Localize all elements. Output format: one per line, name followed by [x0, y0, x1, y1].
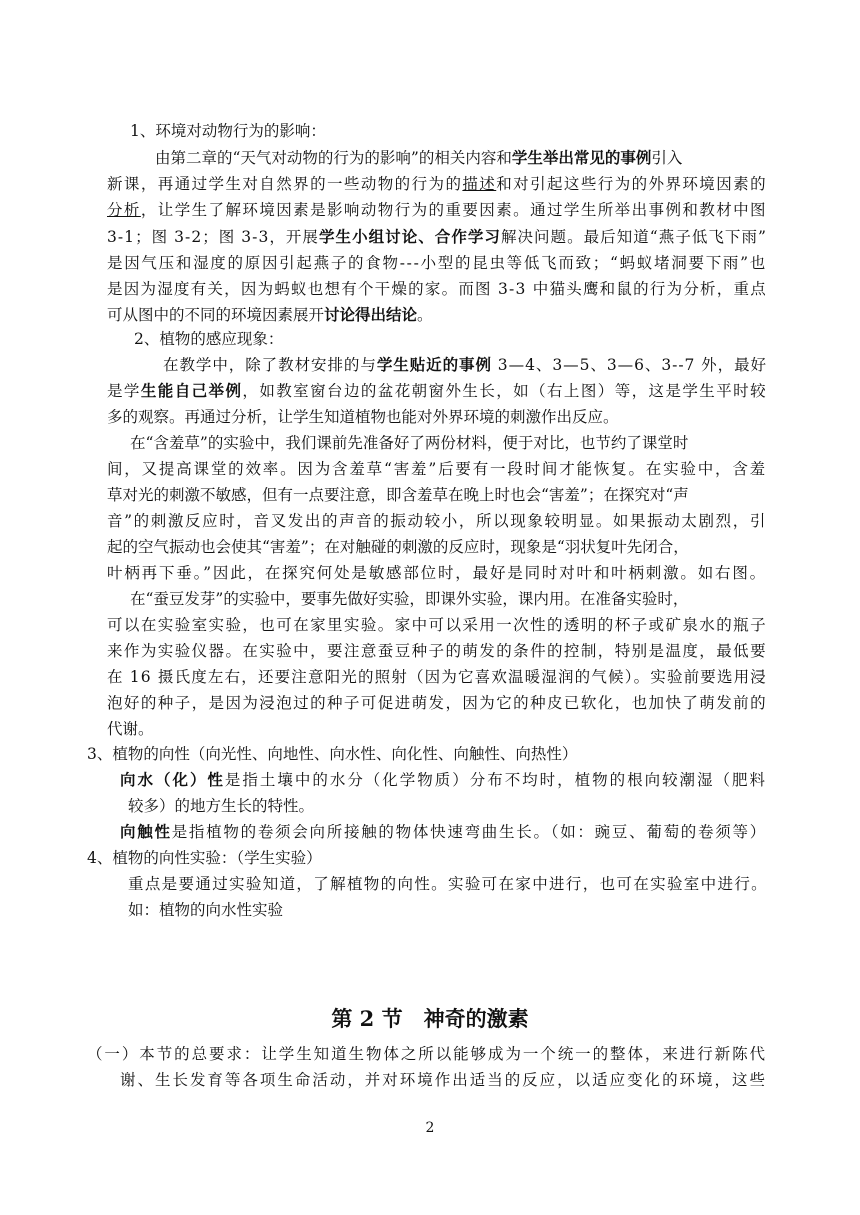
- text-run: 如：植物的向水性实验: [128, 901, 284, 919]
- text-run: 3-1；图 3-2；图 3-3，开展: [107, 228, 319, 246]
- text-line: [107, 639, 767, 663]
- text-run: 在“蚕豆发芽”的实验中，要事先做好实验，即课外实验，课内用。在准备实验时，: [130, 590, 689, 608]
- text-line: [130, 119, 326, 143]
- text-run: 和对引起这些行为的外界环境因素的: [496, 175, 767, 193]
- text-run: 3、植物的向性（向光性、向地性、向水性、向化性、向触性、向热性）: [87, 745, 578, 763]
- text-run: 引入: [651, 149, 683, 167]
- text-line: [128, 872, 768, 896]
- text-run: 泡好的种子，是因为浸泡过的种子可促进萌发，因为它的种皮已软化，也加快了萌发前的: [107, 694, 767, 712]
- text-line: [120, 820, 767, 844]
- text-line: [107, 457, 767, 481]
- text-run: 较多）的地方生长的特性。: [128, 797, 315, 815]
- text-line: [107, 303, 433, 327]
- text-run: 是指土壤中的水分（化学物质）分布不均时，植物的根向较潮湿（肥料: [224, 771, 767, 789]
- bold-phrase: 向水（化）性: [120, 770, 225, 789]
- bold-phrase: 学生举出常见的事例: [511, 148, 652, 167]
- text-run: 草对光的刺激不敏感，但有一点要注意，即含羞草在晚上时也会“害羞”；在探究对“声: [107, 486, 689, 504]
- text-run: 在“含羞草”的实验中，我们课前先准备好了两份材料，便于对比，也节约了课堂时: [130, 434, 689, 452]
- bold-phrase: 学生小组讨论、合作学习: [318, 227, 501, 246]
- text-line: [128, 898, 283, 922]
- text-line: [107, 483, 689, 507]
- text-line: [87, 846, 322, 870]
- text-run: 可从图中的不同的环境因素展开: [107, 306, 325, 324]
- text-run: 在 16 摄氏度左右，还要注意阳光的照射（因为它喜欢温暖湿润的气候）。实验前要选用浸: [107, 668, 767, 686]
- text-line: [134, 327, 283, 351]
- text-run: 谢、生长发育等各项生命活动，并对环境作出适当的反应，以适应变化的环境，这些: [120, 1071, 767, 1089]
- text-run: 重点是要通过实验知道，了解植物的向性。实验可在家中进行，也可在实验室中进行。: [128, 875, 768, 893]
- text-run: 新课，再通过学生对自然界的一些动物的行为的: [107, 175, 463, 193]
- page-number: 2: [425, 1120, 435, 1136]
- bold-phrase: 讨论得出结论: [324, 305, 418, 324]
- text-run: 间，又提高课堂的效率。因为含羞草“害羞”后要有一段时间才能恢复。在实验中，含羞: [107, 460, 767, 478]
- text-run: 起的空气振动也会使其“害羞”；在对触碰的刺激的反应时，现象是“羽状复叶先闭合，: [107, 538, 689, 556]
- text-run: 可以在实验室实验，也可在家里实验。家中可以采用一次性的透明的杯子或矿泉水的瓶子: [107, 616, 767, 634]
- text-run: 音”的刺激反应时，音叉发出的声音的振动较小，所以现象较明显。如果振动太剧烈，引: [107, 512, 767, 530]
- text-line: [107, 535, 689, 559]
- text-line: [130, 587, 688, 611]
- text-line: [107, 665, 767, 689]
- text-run: 多的观察。再通过分析，让学生知道植物也能对外界环境的刺激作出反应。: [107, 408, 619, 426]
- text-run: 是学: [107, 382, 141, 400]
- text-run: 3—4、3—5、3—6、3--7 外，最好: [491, 356, 767, 374]
- underlined-phrase: 分析: [107, 201, 141, 219]
- text-line: [107, 613, 767, 637]
- bold-phrase: 向触性: [120, 822, 172, 841]
- text-line: [128, 794, 314, 818]
- text-line: [120, 1068, 767, 1092]
- text-run: 由第二章的“天气对动物的行为的影响”的相关内容和: [155, 149, 512, 167]
- text-line: [107, 277, 767, 301]
- text-line: [107, 198, 767, 222]
- text-run: 。: [417, 306, 433, 324]
- text-run: 解决问题。最后知道“燕子低飞下雨”: [500, 228, 767, 246]
- text-line: [107, 379, 767, 403]
- text-line: [107, 717, 154, 741]
- text-run: 是因气压和湿度的原因引起燕子的食物---小型的昆虫等低飞而致；“蚂蚁堵洞要下雨”也: [107, 254, 768, 272]
- text-line: [107, 225, 767, 249]
- text-run: 是指植物的卷须会向所接触的物体快速弯曲生长。（如：豌豆、葡萄的卷须等）: [171, 823, 767, 841]
- text-run: 1、环境对动物行为的影响：: [130, 122, 326, 140]
- text-run: 来作为实验仪器。在实验中，要注意蚕豆种子的萌发的条件的控制，特别是温度，最低要: [107, 642, 767, 660]
- text-line: [107, 172, 767, 196]
- text-run: 4、植物的向性实验：（学生实验）: [87, 849, 322, 867]
- text-line: [163, 353, 767, 377]
- underlined-phrase: 描述: [462, 175, 497, 193]
- text-run: 在教学中，除了教材安排的与: [163, 356, 377, 374]
- text-line: [120, 768, 767, 792]
- text-line: [107, 561, 767, 585]
- text-run: 叶柄再下垂。”因此，在探究何处是敏感部位时，最好是同时对叶和叶柄刺激。如右图。: [107, 564, 768, 582]
- text-line: [87, 742, 577, 766]
- text-line: [107, 251, 767, 275]
- text-run: 2、植物的感应现象：: [134, 330, 284, 348]
- text-line: [107, 691, 767, 715]
- text-line: [155, 146, 682, 170]
- text-run: 代谢。: [107, 720, 154, 738]
- text-run: 是因为湿度有关，因为蚂蚁也想有个干燥的家。而图 3-3 中猫头鹰和鼠的行为分析，重点: [107, 280, 767, 298]
- text-line: [107, 509, 767, 533]
- bold-phrase: 生能自己举例: [140, 381, 243, 400]
- text-run: （一）本节的总要求：让学生知道生物体之所以能够成为一个统一的整体，来进行新陈代: [87, 1045, 767, 1063]
- text-run: ，让学生了解环境因素是影响动物行为的重要因素。通过学生所举出事例和教材中图: [140, 201, 767, 219]
- text-line: [87, 1042, 767, 1066]
- text-line: [130, 431, 688, 455]
- section-title: 第 2 节 神奇的激素: [331, 1006, 529, 1031]
- text-line: [107, 405, 619, 429]
- bold-phrase: 学生贴近的事例: [376, 355, 492, 374]
- text-run: ，如教室窗台边的盆花朝窗外生长，如（右上图）等，这是学生平时较: [242, 382, 767, 400]
